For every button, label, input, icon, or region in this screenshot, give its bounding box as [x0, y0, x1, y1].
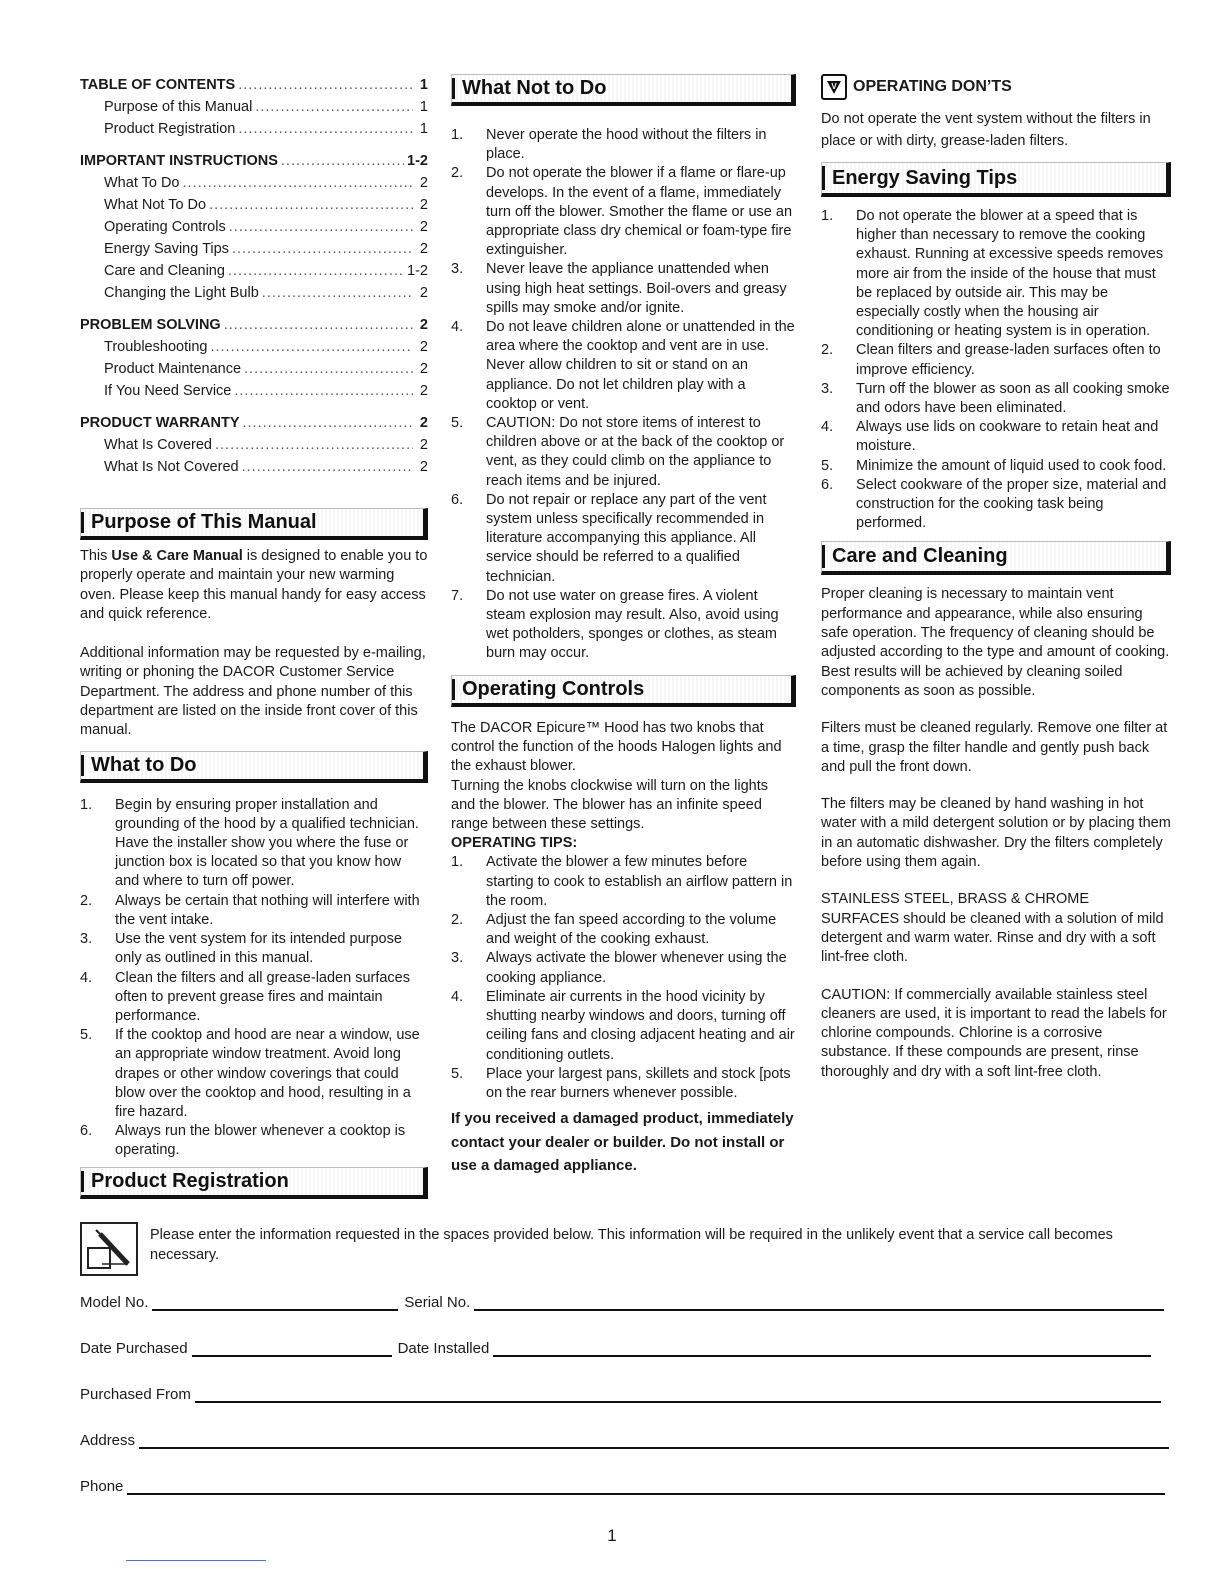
model-serial-row [80, 1294, 1164, 1311]
toc-entry [80, 380, 428, 402]
list-item-number: 5. [451, 415, 464, 432]
svg-text:V: V [831, 82, 837, 91]
energy-tip-item [821, 457, 1171, 476]
list-item-number: 1. [451, 854, 464, 871]
toc-entry [80, 194, 428, 216]
pen-and-form-icon [80, 1222, 138, 1276]
date-installed-label: Date Installed [397, 1340, 490, 1357]
list-item-number: 2. [821, 342, 834, 359]
list-item-text: Activate the blower a few minutes before starting to cook to establish an airflow pattern in the room. [486, 854, 793, 909]
page-number: 1 [607, 1526, 617, 1545]
toc-entry [80, 412, 428, 434]
what-to-do-list [80, 796, 428, 1161]
what-not-to-do-item [451, 414, 796, 491]
list-item-text: Adjust the fan speed according to the volume and weight of the cooking exhaust. [486, 912, 777, 948]
purpose-heading [80, 508, 428, 540]
list-item-text: Begin by ensuring proper installation and grounding of the hood by a qualified technician. Have the installer show you where the fuse or junction box is located so that you know how and where to turn off power. [115, 796, 419, 890]
toc-entry-page: 2 [419, 415, 428, 431]
toc-entry-page: 1-2 [407, 263, 428, 279]
toc-leader-dots [210, 336, 413, 358]
list-item-number: 2. [80, 892, 93, 909]
list-item-number: 4. [821, 419, 834, 436]
toc-leader-dots [224, 314, 413, 336]
list-item-text: Do not repair or replace any part of the vent system unless specifically recommended in literature accompanying this appliance. All service should be referred to a qualified technician. [486, 491, 767, 585]
what-to-do-item [80, 969, 428, 1027]
toc-entry-page: 2 [419, 459, 428, 475]
what-not-to-do-item [451, 126, 796, 164]
what-to-do-item [80, 1026, 428, 1122]
list-item-number: 4. [451, 319, 464, 336]
toc-entry-label: What To Do [104, 175, 180, 191]
product-registration-heading [80, 1167, 428, 1199]
right-column [821, 74, 1171, 1082]
toc-entry-page: 2 [419, 197, 428, 213]
toc-entry-page: 2 [419, 361, 428, 377]
list-item-number: 3. [80, 931, 93, 948]
care-cleaning-heading [821, 541, 1171, 575]
list-item-text: Eliminate air currents in the hood vicinity by shutting nearby windows and doors, turning off ceiling fans and closing adjacent heating and air conditioning outlets. [486, 988, 795, 1063]
list-item-number: 2. [451, 912, 464, 929]
what-not-to-do-item [451, 260, 796, 318]
list-item-number: 1. [451, 127, 464, 143]
energy-tip-item [821, 207, 1171, 341]
care-paragraph-2: Filters must be cleaned regularly. Remove one filter at a time, grasp the filter handle and gently push back and pull the front down. [821, 720, 1168, 775]
list-item-number: 4. [80, 969, 93, 986]
toc-entry [80, 96, 428, 118]
toc-entry [80, 336, 428, 358]
list-item-number: 5. [451, 1065, 464, 1082]
model-input-line[interactable] [152, 1295, 398, 1311]
operating-tip-item [451, 988, 796, 1065]
toc-leader-dots [242, 456, 413, 478]
toc-entry-label: PRODUCT WARRANTY [80, 415, 240, 431]
table-of-contents [80, 74, 428, 478]
toc-leader-dots [244, 358, 413, 380]
toc-entry-label: Troubleshooting [104, 339, 208, 355]
energy-saving-list [821, 207, 1171, 533]
list-item-text: If the cooktop and hood are near a window, use an appropriate window treatment. Avoid long drapes or other window coverings that could blow over the cooktop and hood, resulting in a fire hazard. [115, 1027, 420, 1120]
damaged-product-warning: If you received a damaged product, immediately contact your dealer or builder. Do not install or use a damaged appliance. [451, 1110, 794, 1175]
list-item-text: Always be certain that nothing will interfere with the vent intake. [115, 892, 420, 928]
list-item-number: 7. [451, 587, 464, 604]
toc-entry [80, 314, 428, 336]
care-paragraph-5: CAUTION: If commercially available stainless steel cleaners are used, it is important to read the labels for chlorine compounds. Chlorine is a corrosive substance. If these compounds are present, rinse thoroughly and dry with a soft lint-free cloth. [821, 986, 1167, 1080]
list-item-text: Always use lids on cookware to retain heat and moisture. [856, 419, 1159, 455]
list-item-text: Do not leave children alone or unattended in the area where the cooktop and vent are in use. Never allow children to sit or stand on an appliance. Do not let children play with a cooktop or vent. [486, 319, 795, 412]
toc-leader-dots [243, 412, 414, 434]
toc-entry-label: TABLE OF CONTENTS [80, 77, 236, 93]
what-to-do-item [80, 796, 428, 892]
what-to-do-heading [80, 751, 428, 783]
list-item-text: Always activate the blower whenever using the cooking appliance. [486, 950, 787, 986]
toc-entry-label: Energy Saving Tips [104, 241, 229, 257]
list-item-number: 6. [821, 476, 834, 493]
list-item-number: 6. [80, 1123, 93, 1140]
address-row [80, 1432, 1169, 1449]
toc-entry-label: What Is Not Covered [104, 459, 239, 475]
product-registration-heading-text: Product Registration [91, 1169, 289, 1192]
toc-entry-label: Operating Controls [104, 219, 226, 235]
toc-entry-label: Changing the Light Bulb [104, 285, 259, 301]
what-not-to-do-heading [451, 74, 796, 106]
list-item-text: Do not use water on grease fires. A violent steam explosion may result. Also, avoid using wet potholders, sponges or clothes, as steam burn may occur. [486, 587, 779, 662]
manual-name: Use & Care Manual [111, 548, 243, 564]
list-item-number: 3. [451, 950, 464, 967]
operating-tips-title: OPERATING TIPS: [451, 835, 578, 852]
toc-leader-dots [234, 380, 413, 402]
toc-entry-page: 2 [419, 317, 428, 333]
operating-tip-item [451, 949, 796, 987]
toc-entry-label: IMPORTANT INSTRUCTIONS [80, 153, 278, 169]
date-purchased-input-line[interactable] [192, 1341, 392, 1357]
phone-row [80, 1478, 1165, 1495]
energy-tip-item [821, 476, 1171, 534]
toc-entry [80, 358, 428, 380]
address-input-line[interactable] [139, 1433, 1169, 1449]
what-not-to-do-item [451, 318, 796, 414]
toc-entry [80, 456, 428, 478]
toc-entry-page: 1-2 [407, 153, 428, 169]
operating-tip-item [451, 911, 796, 949]
energy-tip-item [821, 380, 1171, 418]
list-item-text: Use the vent system for its intended purpose only as outlined in this manual. [115, 931, 402, 967]
what-not-to-do-heading-text: What Not to Do [462, 77, 607, 99]
toc-leader-dots [255, 96, 413, 118]
care-paragraph-1: Proper cleaning is necessary to maintain vent performance and appearance, while also ensuring safe operation. The frequency of cleaning should be adjusted according to the type and amount of cooking. Best results will be achieved by cleaning soiled components as soon as possible. [821, 586, 1170, 699]
toc-entry-label: Purpose of this Manual [104, 99, 253, 115]
operating-controls-paragraph-1: The DACOR Epicure™ Hood has two knobs that control the function of the hoods Halogen lights and the exhaust blower. [451, 719, 782, 775]
what-to-do-item [80, 1122, 428, 1160]
toc-leader-dots [229, 216, 413, 238]
toc-entry [80, 118, 428, 140]
purpose-heading-text: Purpose of This Manual [91, 511, 317, 533]
link-underline [126, 1560, 266, 1561]
operating-donts-text: Do not operate the vent system without the filters in place or with dirty, grease-laden filters. [821, 111, 1151, 149]
date-purchased-label: Date Purchased [80, 1340, 188, 1357]
toc-entry-page: 1 [419, 77, 428, 93]
care-cleaning-heading-text: Care and Cleaning [832, 545, 1008, 568]
toc-entry-label: What Not To Do [104, 197, 207, 213]
list-item-text: Never operate the hood without the filters in place. [486, 127, 767, 163]
toc-entry-label: What Is Covered [104, 437, 212, 453]
serial-label: Serial No. [404, 1294, 471, 1311]
list-item-number: 3. [821, 380, 834, 397]
address-label: Address [80, 1432, 136, 1449]
purpose-paragraph-2: Additional information may be requested by e-mailing, writing or phoning the DACOR Customer Service Department. The address and phone number of this department are listed on the inside front cover of this manual. [80, 645, 426, 739]
operating-tips-list [451, 853, 796, 1103]
list-item-text: Clean the filters and all grease-laden surfaces often to prevent grease fires and maintain performance. [115, 969, 410, 1024]
toc-leader-dots [238, 118, 413, 140]
list-item-text: Do not operate the blower if a flame or flare-up develops. In the event of a flame, immediately turn off the blower. Smother the flame or use an appropriate class dry chemical or foam-type fire extinguisher. [486, 165, 793, 259]
model-label: Model No. [80, 1294, 149, 1311]
warning-v-icon [821, 74, 847, 100]
what-not-to-do-item [451, 491, 796, 587]
energy-saving-heading-text: Energy Saving Tips [832, 166, 1018, 189]
toc-entry-page: 1 [419, 99, 428, 115]
operating-controls-paragraph-2: Turning the knobs clockwise will turn on the lights and the blower. The blower has an infinite speed range between these settings. [451, 777, 769, 833]
energy-saving-heading [821, 162, 1171, 197]
what-to-do-item [80, 930, 428, 968]
list-item-number: 4. [451, 988, 464, 1005]
toc-entry-page: 2 [419, 219, 428, 235]
energy-tip-item [821, 418, 1171, 456]
list-item-text: Always run the blower whenever a cooktop is operating. [115, 1123, 406, 1159]
registration-section [80, 1222, 1170, 1276]
what-to-do-item [80, 892, 428, 930]
toc-leader-dots [228, 260, 404, 282]
toc-entry-label: Product Registration [104, 121, 236, 137]
toc-entry-page: 1 [419, 121, 428, 137]
care-paragraph-4: STAINLESS STEEL, BRASS & CHROME SURFACES should be cleaned with a solution of mild detergent and warm water. Rinse and dry with a soft lint-free cloth. [821, 891, 1164, 966]
operating-tip-item [451, 1065, 796, 1103]
toc-entry [80, 172, 428, 194]
list-item-text: CAUTION: Do not store items of interest to children above or at the back of the cooktop or vent, as they could climb on the appliance to reach items and be injured. [486, 415, 785, 489]
toc-entry-page: 2 [419, 175, 428, 191]
what-not-to-do-item [451, 164, 796, 260]
serial-input-line[interactable] [474, 1295, 1164, 1311]
toc-entry-label: PROBLEM SOLVING [80, 317, 221, 333]
toc-entry [80, 216, 428, 238]
toc-entry-label: Product Maintenance [104, 361, 242, 377]
date-installed-input-line[interactable] [493, 1341, 1151, 1357]
toc-leader-dots [232, 238, 413, 260]
toc-entry [80, 260, 428, 282]
operating-donts-heading-text: OPERATING DON’TS [853, 78, 1012, 95]
what-not-to-do-item [451, 587, 796, 664]
toc-entry [80, 238, 428, 260]
phone-input-line[interactable] [127, 1479, 1165, 1495]
toc-entry-page: 2 [419, 383, 428, 399]
list-item-text: Turn off the blower as soon as all cooking smoke and odors have been eliminated. [856, 380, 1170, 417]
purchased-from-row [80, 1386, 1161, 1403]
list-item-number: 5. [80, 1027, 93, 1044]
list-item-number: 1. [821, 208, 834, 224]
toc-entry-page: 2 [419, 241, 428, 257]
toc-entry [80, 150, 428, 172]
operating-controls-heading [451, 675, 796, 707]
phone-label: Phone [80, 1478, 124, 1495]
toc-leader-dots [183, 172, 414, 194]
list-item-number: 5. [821, 457, 834, 474]
toc-leader-dots [209, 194, 413, 216]
purchased-from-label: Purchased From [80, 1386, 191, 1403]
care-paragraph-3: The filters may be cleaned by hand washing in hot water with a mild detergent solution or by placing them in an automatic dishwasher. Dry the filters completely before using them again. [821, 796, 1171, 871]
toc-entry-page: 2 [419, 339, 428, 355]
what-to-do-heading-text: What to Do [91, 753, 197, 776]
list-item-text: Clean filters and grease-laden surfaces often to improve efficiency. [856, 342, 1161, 378]
what-not-to-do-list [451, 126, 796, 664]
toc-leader-dots [215, 434, 413, 456]
toc-entry [80, 282, 428, 304]
operating-donts-heading [821, 74, 1171, 100]
left-column [80, 74, 428, 1199]
list-item-number: 2. [451, 165, 464, 182]
purpose-paragraph-1: This Use & Care Manual is designed to enable you to properly operate and maintain your new warming oven. Please keep this manual handy for easy access and quick reference. [80, 548, 428, 622]
operating-controls-heading-text: Operating Controls [462, 677, 645, 700]
list-item-number: 6. [451, 491, 464, 508]
energy-tip-item [821, 341, 1171, 379]
toc-entry [80, 74, 428, 96]
registration-intro: Please enter the information requested in the spaces provided below. This information will be required in the unlikely event that a service call becomes necessary. [150, 1227, 1113, 1263]
list-item-text: Select cookware of the proper size, material and construction for the cooking task being performed. [856, 476, 1167, 532]
purchased-from-input-line[interactable] [195, 1387, 1161, 1403]
toc-entry-page: 2 [419, 285, 428, 301]
list-item-number: 1. [80, 796, 93, 813]
list-item-text: Do not operate the blower at a speed that is higher than necessary to remove the cooking exhaust. Running at excessive speeds removes more air from the inside of the house that must be replaced by outside air. This may be especially costly when the housing air conditioning or heating system is in operation. [856, 208, 1164, 340]
toc-leader-dots [281, 150, 404, 172]
dates-row [80, 1340, 1151, 1357]
operating-tip-item [451, 853, 796, 911]
toc-entry [80, 434, 428, 456]
toc-entry-label: Care and Cleaning [104, 263, 225, 279]
middle-column [451, 74, 796, 1178]
list-item-text: Place your largest pans, skillets and stock [pots on the rear burners whenever possible. [486, 1065, 791, 1101]
toc-entry-page: 2 [419, 437, 428, 453]
list-item-text: Minimize the amount of liquid used to cook food. [856, 457, 1167, 474]
toc-entry-label: If You Need Service [104, 383, 232, 399]
list-item-text: Never leave the appliance unattended when using high heat settings. Boil-overs and greasy spills may smoke and/or ignite. [486, 261, 787, 316]
toc-leader-dots [262, 282, 413, 304]
toc-leader-dots [238, 74, 413, 96]
list-item-number: 3. [451, 261, 464, 278]
